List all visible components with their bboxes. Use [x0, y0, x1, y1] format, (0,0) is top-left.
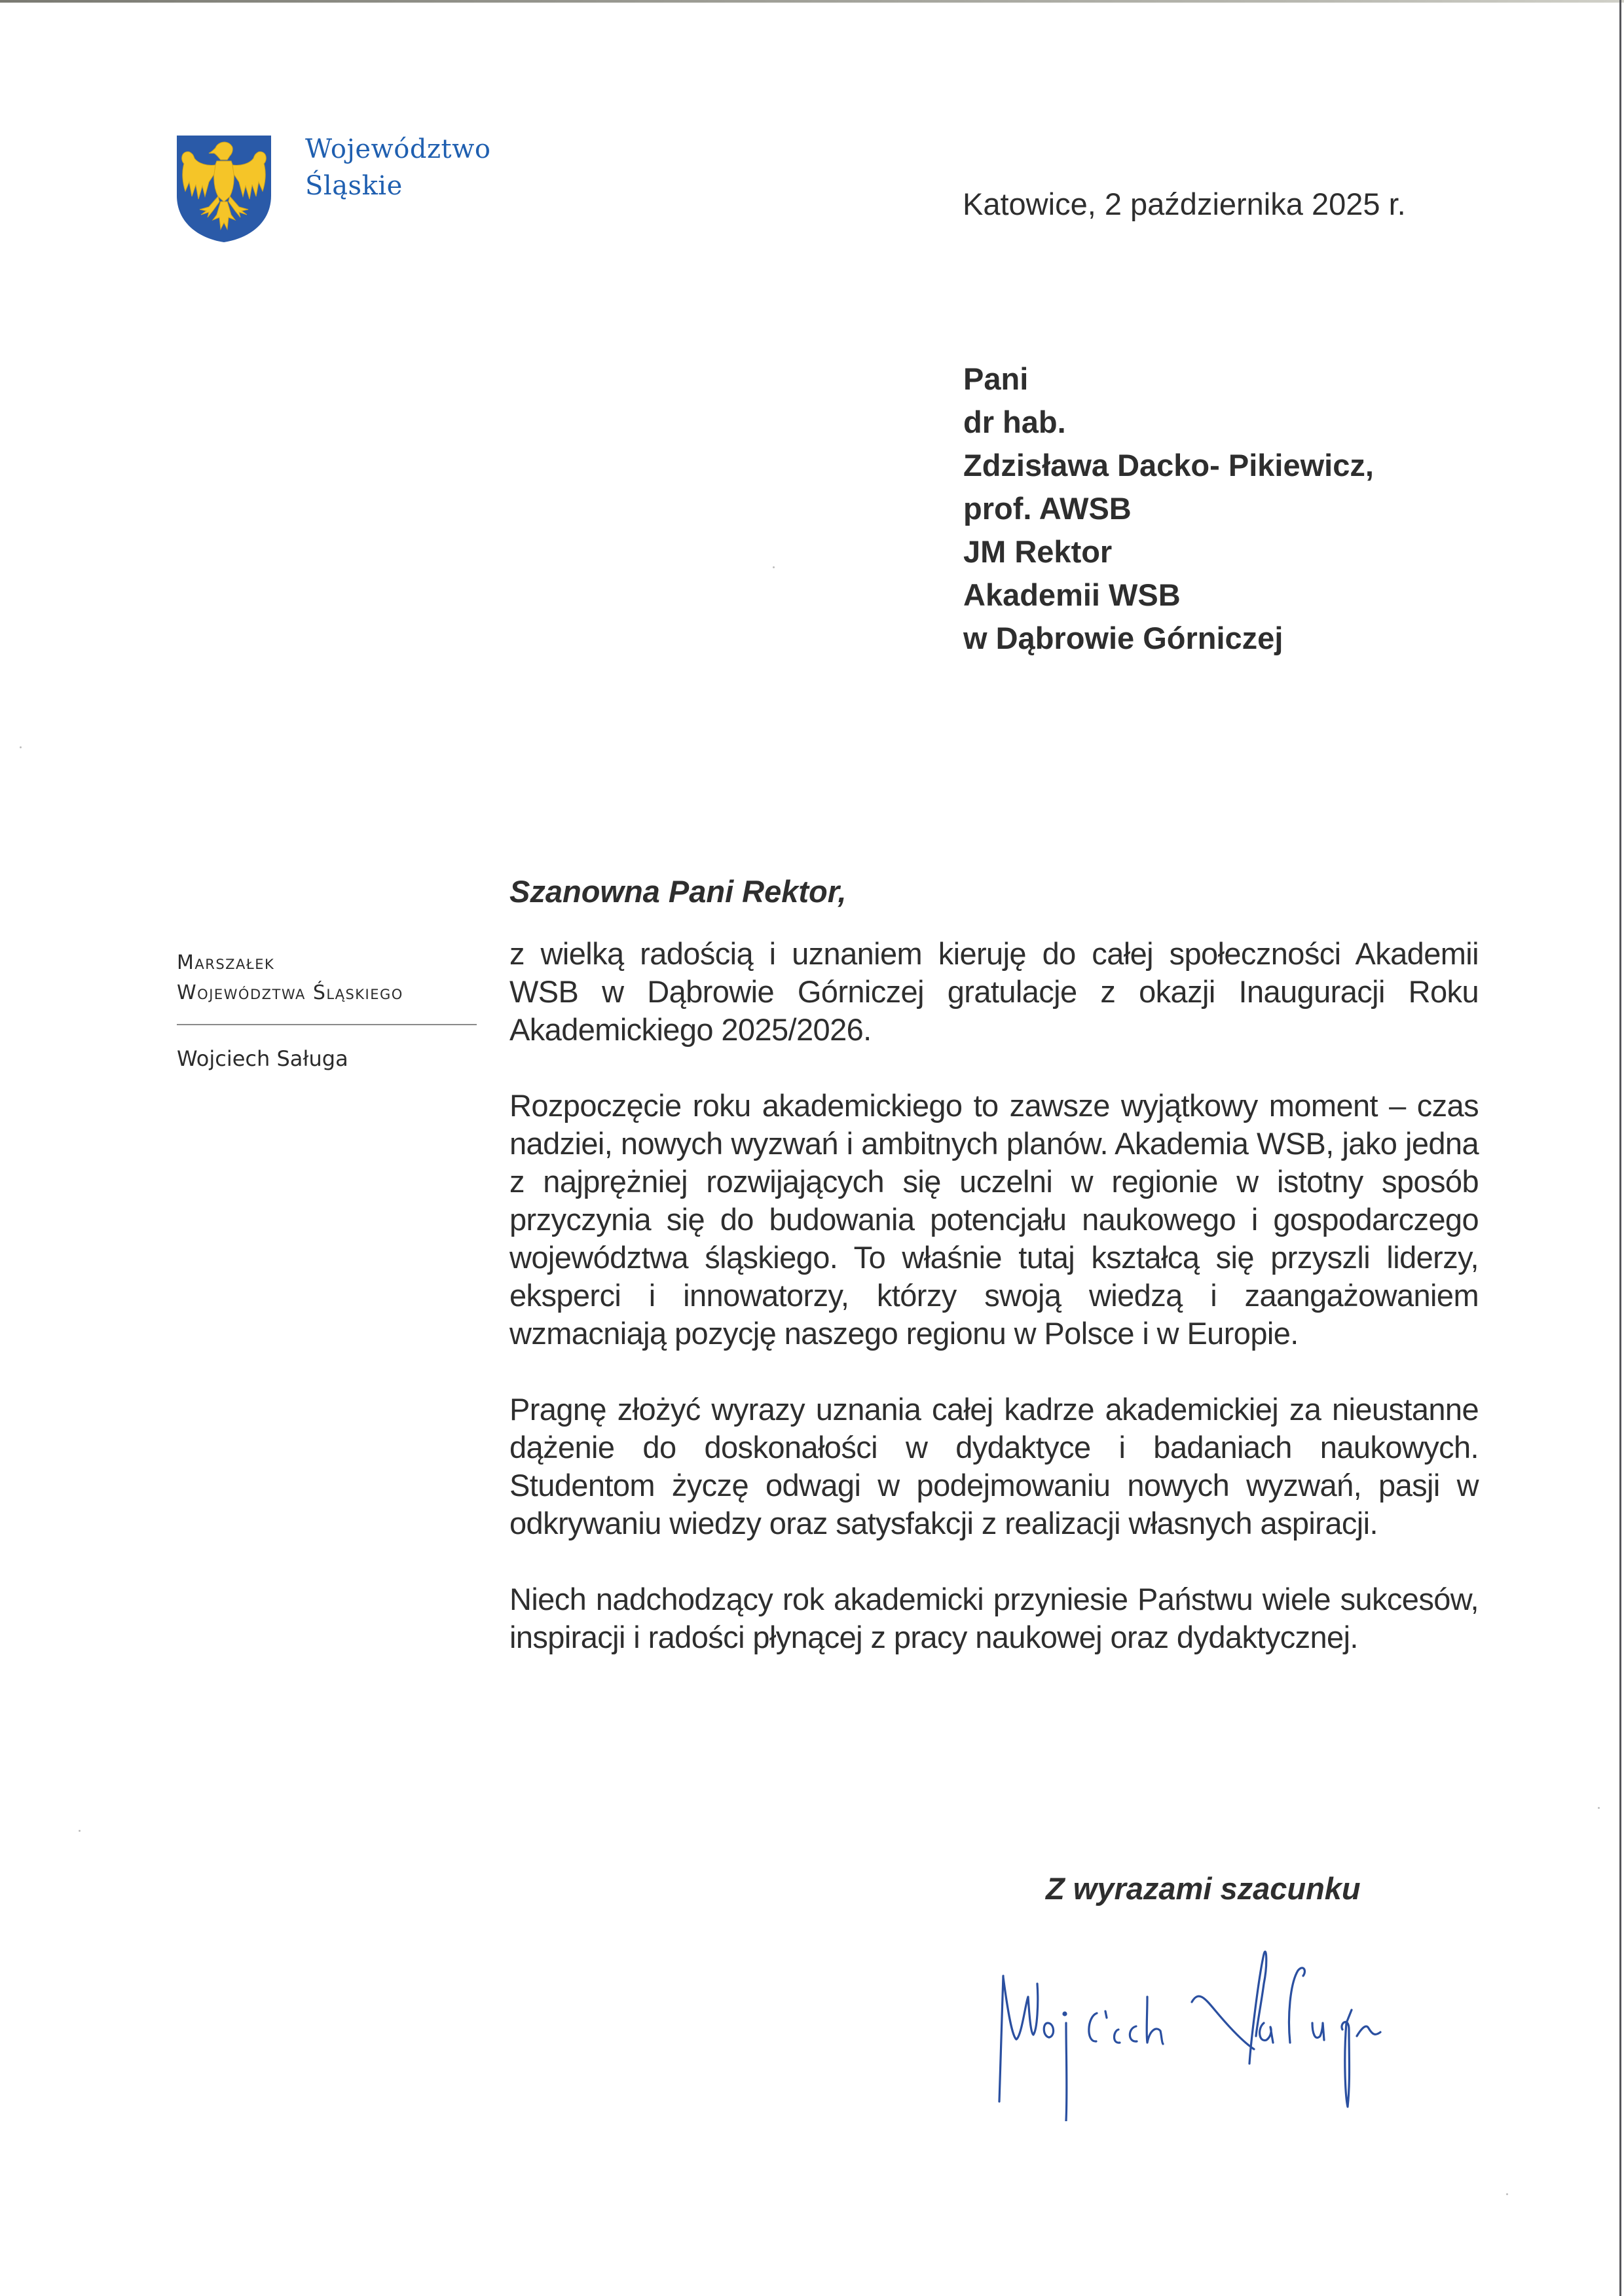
sender-title-line-2: Województwa Śląskiego	[177, 981, 403, 1004]
scan-edge-right	[1619, 0, 1621, 2296]
recipient-line: Zdzisława Dacko- Pikiewicz,	[963, 448, 1374, 483]
sender-block	[177, 948, 478, 1074]
sender-title-line-1: Marszałek	[177, 951, 275, 974]
recipient-line: prof. AWSB	[963, 491, 1132, 526]
body-paragraph: z wielką radością i uznaniem kieruję do całej społeczności Akademii WSB w Dąbrowie Górniczej gratulacje z okazji Inauguracji Roku Akademickiego 2025/2026.	[509, 936, 1479, 1047]
body-paragraph: Pragnę złożyć wyrazy uznania całej kadrze akademickiej za nieustanne dążenie do doskonałości w dydaktyce i badaniach naukowych. Studentom życzę odwagi w podejmowaniu nowych wyzwań, pasji w odkrywaniu wiedzy oraz satysfakcji z realizacji własnych aspiracji.	[509, 1392, 1479, 1540]
scan-edge-top	[0, 0, 1624, 3]
body-paragraph: Rozpoczęcie roku akademickiego to zawsze wyjątkowy moment – czas nadziei, nowych wyzwań i ambitnych planów. Akademia WSB, jako jedna z najprężniej rozwijających się uczelni w regionie w istotny sposób przyczynia się do budowania potencjału naukowego i gospodarczego województwa śląskiego. To właśnie tutaj kształcą się przyszli liderzy, eksperci i innowatorzy, którzy swoją wiedzą i zaangażowaniem wzmacniają pozycję naszego regionu w Polsce i w Europie.	[509, 1088, 1479, 1351]
sender-name: Wojciech Saługa	[177, 1046, 348, 1071]
recipient-line: Pani	[963, 361, 1029, 396]
brand-line-1: Województwo	[305, 134, 491, 164]
letter-body	[509, 935, 1479, 1656]
scan-speck	[1598, 1807, 1600, 1809]
recipient-address	[963, 357, 1374, 660]
scan-speck	[79, 1830, 81, 1832]
date-line: Katowice, 2 października 2025 r.	[963, 187, 1406, 221]
closing-phrase: Z wyrazami szacunku	[1046, 1871, 1361, 1906]
brand-line-2: Śląskie	[305, 171, 403, 201]
scan-speck	[1506, 2193, 1508, 2195]
body-paragraph: Niech nadchodzący rok akademicki przyniesie Państwu wiele sukcesów, inspiracji i radości płynącej z pracy naukowej oraz dydaktycznej.	[509, 1582, 1479, 1654]
scan-speck	[773, 566, 775, 568]
scan-speck	[20, 746, 22, 748]
salutation: Szanowna Pani Rektor,	[509, 874, 847, 909]
brand-wordmark	[305, 131, 490, 204]
recipient-line: JM Rektor	[963, 534, 1113, 569]
recipient-line: w Dąbrowie Górniczej	[963, 621, 1283, 655]
sender-divider	[177, 1024, 477, 1025]
coat-of-arms-icon	[175, 134, 273, 244]
handwritten-signature-icon	[956, 1925, 1467, 2121]
recipient-line: dr hab.	[963, 405, 1066, 439]
recipient-line: Akademii WSB	[963, 577, 1181, 612]
